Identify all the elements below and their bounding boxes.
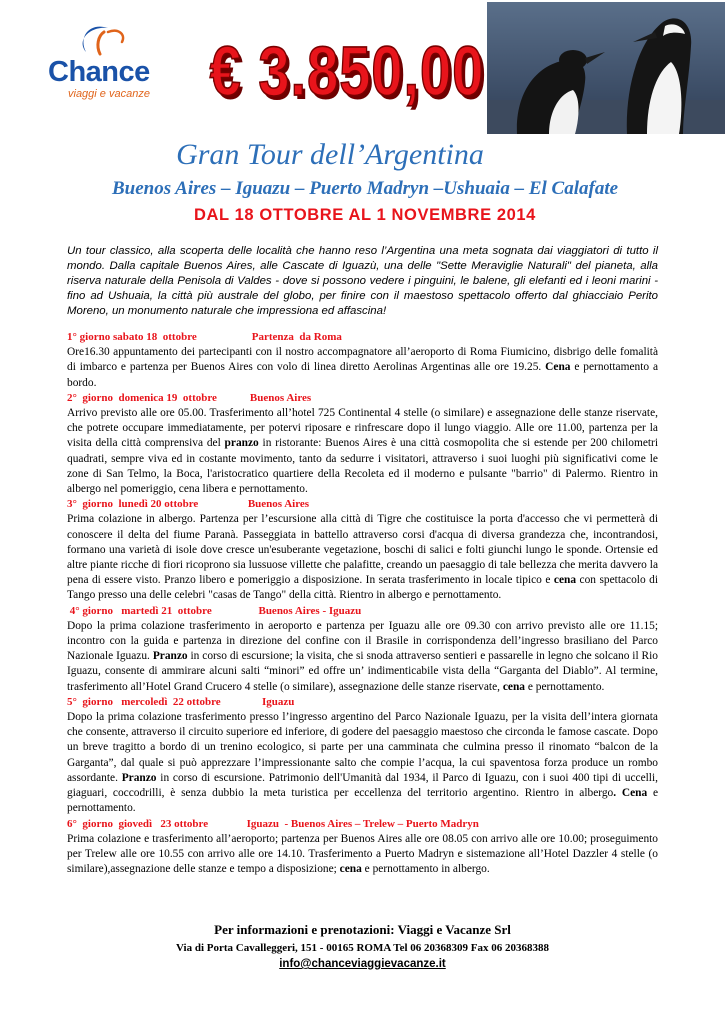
day-description: Dopo la prima colazione trasferimento presso l’ingresso argentino del Parco Nazionale Iguazu, per la visita dell’intera giornata che consente, attraverso il circuito superiore ed inferiore, di godere del paesaggio maestoso che circonda le famose cascate. Dopo un breve tragitto a bordo di un trenino ecologico, si parte per una camminata che culmina presso il rinomato “balcon de la Garganta”, dal quale si può apprezzare l’impressionante salto che compie l’acqua, la cui spaventosa forza produce un rombo assordante. Pranzo in corso di escursione. Patrimonio dell'Umanità dal 1934, il Parco di Iguazu, con i suoi 400 tipi di uccelli, giaguari, coccodrilli, è senza dubbio la meta turistica per eccellenza del territorio argentino. Rientro in albergo. Cena e pernottamento. <box>67 711 659 815</box>
day-heading: 1° giorno sabato 18 ottobre Partenza da Roma <box>67 331 342 343</box>
footer-company: Per informazioni e prenotazioni: Viaggi e Vacanze Srl <box>214 922 511 937</box>
day-description: Prima colazione in albergo. Partenza per l’escursione alla città di Tigre che costituisce la porta d'accesso che vi permetterà di conoscere il delta del fiume Paranà. Passeggiata in battello attraverso corsi d'acqua di diversa grandezza che, incontrandosi, formano una varietà di isole dove cresce un'esuberante vegetazione, boschi di salici e folti giunchi lungo le sponde. Ortensie ed altre piante ricche di fiori ricoprono sia lussuose villette che palafitte, creando un paesaggio di tale bellezza che merita davvero la pena di essere visto. Pranzo libero e pomeriggio a disposizione. In serata trasferimento in locale tipico e cena con spettacolo di Tango presso una delle celebri "casas de Tango" della città. Rientro in albergo e pernottamento. <box>67 513 658 602</box>
day-heading: 6° giorno giovedì 23 ottobre Iguazu - Buenos Aires – Trelew – Puerto Madryn <box>67 817 479 830</box>
logo-brand: Chance <box>48 56 150 88</box>
tour-title: Gran Tour dell’Argentina <box>176 138 484 171</box>
itinerary-day <box>67 330 658 391</box>
tour-subtitle: Buenos Aires – Iguazu – Puerto Madryn –Ushuaia – El Calafate <box>111 178 619 199</box>
footer-address: Via di Porta Cavalleggeri, 151 - 00165 ROMA Tel 06 20368309 Fax 06 20368388 <box>176 942 549 954</box>
footer-email-link[interactable]: info@chanceviaggievacanze.it <box>279 958 446 970</box>
itinerary-day <box>67 604 658 695</box>
day-description: Dopo la prima colazione trasferimento in aeroporto e partenza per Iguazu alle ore 09.30 con arrivo previsto alle ore 11.15; incontro con la guida e partenza in direzione del confine con il Brasile in corrispondenza dell’ingresso brasiliano del Parco Nazionale Iguazu. Pranzo in corso di escursione; la visita, che si snoda attraverso sentieri e passarelle in legno che solcano il Rio Iguazu, consente di ammirare alcuni salti “minori” ed offre un’ indimenticabile vista della “Garganta del Diablo”. Al termine, trasferimento all’Hotel Grand Crucero 4 stelle (o similare), assegnazione delle stanze riservate, cena e pernottamento. <box>67 619 658 693</box>
itinerary-day <box>67 391 658 497</box>
price-heading: € 3.850,00 <box>209 31 485 110</box>
itinerary-day <box>67 695 658 817</box>
itinerary-day <box>67 497 658 603</box>
day-heading: 2° giorno domenica 19 ottobre Buenos Aires <box>67 391 312 404</box>
itinerary-day <box>67 817 658 878</box>
logo-tagline: viaggi e vacanze <box>68 88 150 100</box>
chance-logo <box>38 22 178 110</box>
day-heading: 5° giorno mercoledì 22 ottobre Iguazu <box>67 695 295 708</box>
day-description: Arrivo previsto alle ore 05.00. Trasferimento all’hotel 725 Continental 4 stelle (o similare) e assegnazione delle stanze riservate, che potrete occupare immediatamente, per potervi riposare e rinfrescare dopo il lungo viaggio. Alle ore 11.00, partenza per la visita della città comprensiva del pranzo in ristorante: Buenos Aires è una città cosmopolita che si estende per 200 chilometri quadrati, sempre viva ed in costante movimento, tanto da sedurre i visitatori, attraverso i suoi luoghi più significativi come le zone di San Telmo, la Boca, l'aristocratico quartiere della Recoleta ed il moderno e pulsante "barrio" di Palermo. Rientro in albergo nel pomeriggio, cena libera e pernottamento. <box>67 407 658 496</box>
contact-footer <box>0 922 725 970</box>
itinerary <box>67 330 658 877</box>
day-description: Ore16.30 appuntamento dei partecipanti con il nostro accompagnatore all’aeroporto di Roma Fiumicino, disbrigo delle fomalità di imbarco e partenza per Buenos Aires con volo di linea diretto Aerolinas Argentinas alle ore 19.25. Cena e pernottamento a bordo. <box>67 346 658 389</box>
tour-dates: DAL 18 OTTOBRE AL 1 NOVEMBRE 2014 <box>194 206 536 224</box>
intro-paragraph: Un tour classico, alla scoperta delle località che hanno reso l’Argentina una meta sognata dai viaggiatori di tutto il mondo. Dalla capitale Buenos Aires, alle Cascate di Iguazù, una delle "Sette Meraviglie Naturali" del pianeta, alla riserva naturale della Penisola di Valdes - dove si possono vedere i pinguini, le balene, gli elefanti ed i leoni marini - fino ad Ushuaia, la città più australe del globo, per finire con il maestoso spettacolo offerto dal ghiacciaio Perito Moreno, un monumento naturale che impressiona ed affascina! <box>67 245 658 317</box>
penguins-photo <box>487 2 725 134</box>
day-heading: 4° giorno martedì 21 ottobre Buenos Aires - Iguazu <box>67 604 362 617</box>
day-description: Prima colazione e trasferimento all’aeroporto; partenza per Buenos Aires alle ore 08.05 con arrivo alle ore 10.00; proseguimento per Trelew alle ore 10.55 con arrivo alle ore 14.10. Trasferimento a Puerto Madryn e sistemazione all’Hotel Dazzler 4 stelle (o similare),assegnazione delle stanze e tempo a disposizione; cena e pernottamento in albergo. <box>67 832 658 876</box>
day-heading: 3° giorno lunedì 20 ottobre Buenos Aires <box>67 498 310 511</box>
